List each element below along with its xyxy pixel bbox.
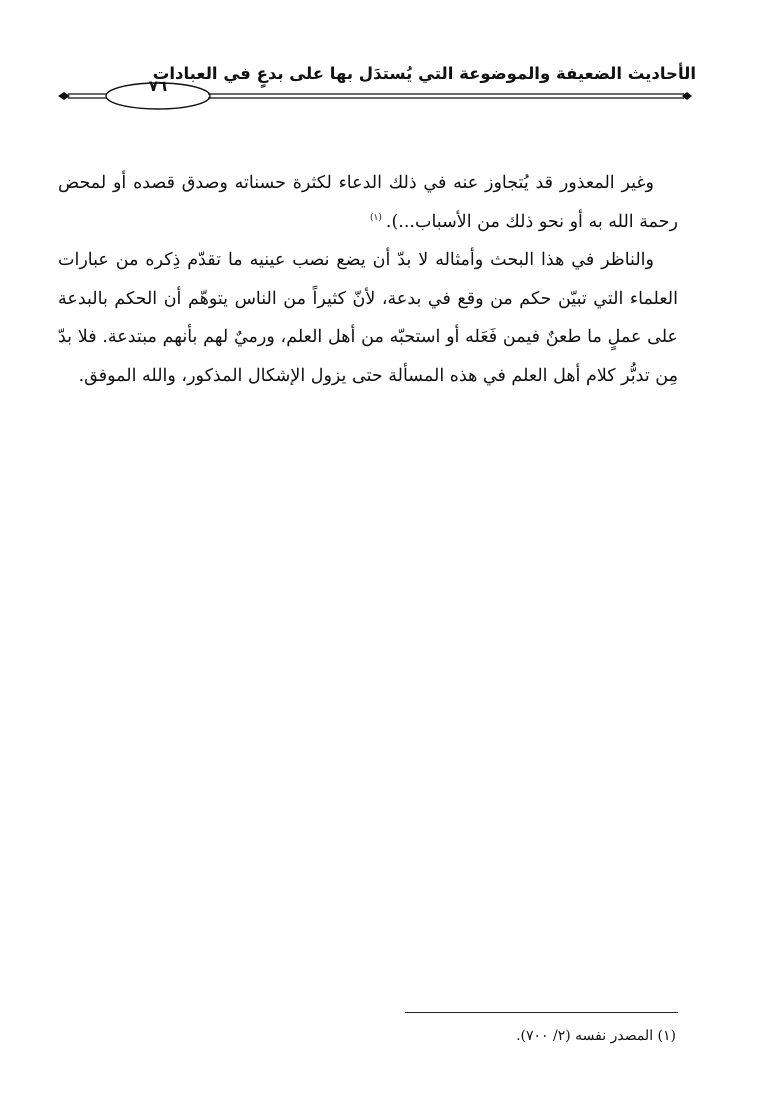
page-header	[0, 60, 758, 110]
page-number: ٧٦	[148, 77, 168, 95]
footnote-reference: (١)	[370, 212, 382, 223]
paragraph-2: والناظر في هذا البحث وأمثاله لا بدّ أن يضع نصب عينيه ما تقدّم ذِكره من عبارات العلماء التي تبيّن حكم من وقع في بدعة، لأنّ كثيراً من الناس يتوهّم أن الحكم بالبدعة على عملٍ ما طعنٌ فيمن فَعَله أو استحبّه من أهل العلم، ورميٌ لهم بأنهم مبتدعة. فلا بدّ مِن تدبُّر كلام أهل العلم في هذه المسألة حتى يزول الإشكال المذكور، والله الموفق.	[58, 250, 678, 386]
paragraph-1	[58, 164, 678, 241]
running-title: الأحاديث الضعيفة والموضوعة التي يُستدَل بها على بدعٍ في العبادات	[152, 64, 696, 83]
left-diamond-ornament	[58, 92, 70, 100]
paragraph-1-text: وغير المعذور قد يُتجاوز عنه في ذلك الدعاء لكثرة حسناته وصدق قصده أو لمحض رحمة الله به أو نحو ذلك من الأسباب...).	[58, 173, 678, 232]
right-diamond-ornament	[682, 92, 692, 100]
footnote-separator	[405, 1012, 678, 1013]
footnote: (١) المصدر نفسه (٢/ ٧٠٠).	[516, 1028, 676, 1044]
main-text	[58, 164, 678, 396]
